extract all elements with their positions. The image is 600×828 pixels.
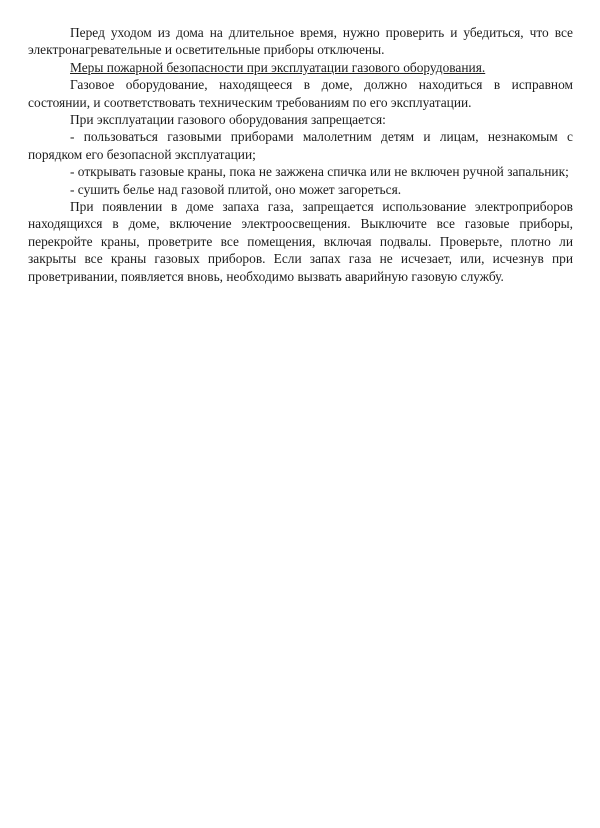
list-item-drying-laundry: - сушить белье над газовой плитой, оно может загореться. [70, 181, 402, 197]
paragraph-leaving-home: Перед уходом из дома на длительное время, нужно проверить и убедиться, что все электронагревательные и осветительные приборы отключены. [28, 25, 573, 58]
paragraph-gas-equipment: Газовое оборудование, находящееся в доме, должно находиться в исправном состоянии, и соответствовать техническим требованиям по его эксплуатации. [28, 77, 573, 110]
document-page [28, 24, 573, 285]
paragraph-prohibited-intro: При эксплуатации газового оборудования запрещается: [70, 112, 386, 128]
section-heading-gas-safety: Меры пожарной безопасности при эксплуатации газового оборудования. [70, 59, 486, 75]
list-item-children: - пользоваться газовыми приборами малолетним детям и лицам, незнакомым с порядком его безопасной эксплуатации; [28, 129, 573, 162]
paragraph-gas-smell: При появлении в доме запаха газа, запрещается использование электроприборов находящихся в доме, включение электроосвещения. Выключите все газовые приборы, перекройте краны, проветрите все помещения, включая подвалы. Проверьте, плотно ли закрыты все краны газовых приборов. Если запах газа не исчезает, или, исчезнув при проветривании, появляется вновь, необходимо вызвать аварийную газовую службу. [28, 199, 573, 284]
list-item-taps: - открывать газовые краны, пока не зажжена спичка или не включен ручной запальник; [70, 164, 569, 180]
